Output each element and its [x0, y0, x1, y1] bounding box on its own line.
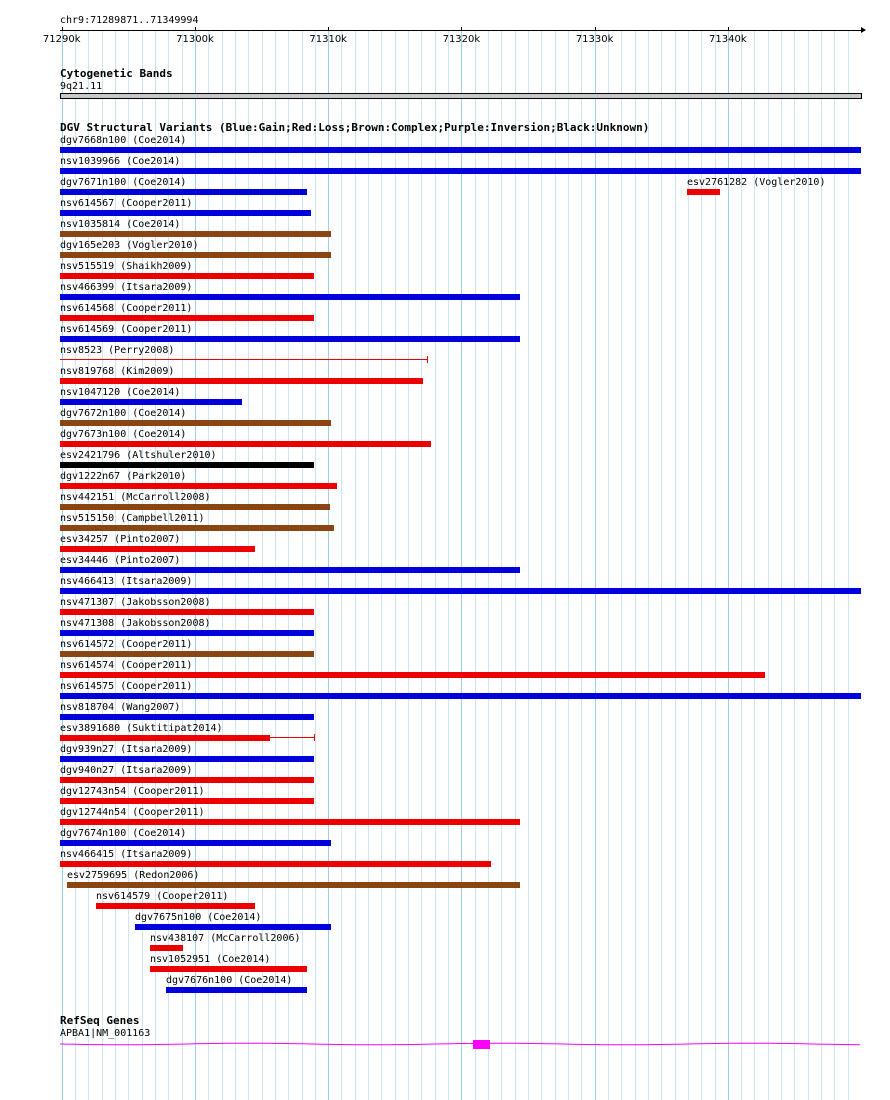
variant-label: nsv818704 (Wang2007): [60, 702, 181, 713]
variant-bar[interactable]: [60, 861, 491, 867]
variant-bar[interactable]: [60, 798, 314, 804]
variant-bar[interactable]: [687, 189, 720, 195]
ruler-tick-label: 71300k: [176, 34, 214, 45]
variant-line[interactable]: [60, 359, 427, 360]
variant-label: dgv165e203 (Vogler2010): [60, 240, 199, 251]
variant-bar[interactable]: [60, 672, 765, 678]
ruler-tick-mark: [195, 27, 196, 31]
ruler-tick-mark: [461, 27, 462, 31]
variant-bar[interactable]: [60, 441, 431, 447]
variant-bar[interactable]: [96, 903, 255, 909]
variant-label: dgv7671n100 (Coe2014): [60, 177, 187, 188]
gene-exon[interactable]: [473, 1040, 490, 1049]
variant-bar[interactable]: [60, 462, 314, 468]
gene-intron-line: [60, 1043, 860, 1045]
variant-label: esv3891680 (Suktitipat2014): [60, 723, 223, 734]
ruler-tick-mark: [728, 27, 729, 31]
ruler-tick-label: 71320k: [442, 34, 481, 45]
variant-label: dgv12744n54 (Cooper2011): [60, 807, 205, 818]
variant-bar[interactable]: [60, 567, 520, 573]
variant-label: dgv940n27 (Itsara2009): [60, 765, 193, 776]
cytoband-bar[interactable]: [60, 93, 862, 99]
gene-label: APBA1|NM_001163: [60, 1028, 151, 1039]
variant-label: nsv614579 (Cooper2011): [96, 891, 229, 902]
variant-label: dgv7672n100 (Coe2014): [60, 408, 187, 419]
variant-bar[interactable]: [60, 525, 334, 531]
refseq-track-title: RefSeq Genes: [60, 1014, 140, 1027]
variant-bar[interactable]: [60, 294, 520, 300]
variant-label: nsv471308 (Jakobsson2008): [60, 618, 211, 629]
variant-label: nsv819768 (Kim2009): [60, 366, 175, 377]
variant-bar[interactable]: [60, 756, 314, 762]
variant-label: dgv7673n100 (Coe2014): [60, 429, 187, 440]
variant-line[interactable]: [270, 737, 314, 738]
variant-label: esv34257 (Pinto2007): [60, 534, 181, 545]
variant-bar[interactable]: [60, 651, 314, 657]
variant-bar[interactable]: [60, 546, 255, 552]
variant-label: dgv1222n67 (Park2010): [60, 471, 187, 482]
variant-label: nsv1052951 (Coe2014): [150, 954, 271, 965]
variant-label: nsv614569 (Cooper2011): [60, 324, 193, 335]
cytobands-title: Cytogenetic Bands: [60, 67, 173, 80]
variant-bar[interactable]: [60, 420, 331, 426]
variant-bar[interactable]: [60, 273, 314, 279]
variant-label: nsv614567 (Cooper2011): [60, 198, 193, 209]
variant-bar[interactable]: [60, 840, 331, 846]
ruler-tick-label: 71310k: [309, 34, 347, 45]
variant-end-cap: [427, 356, 428, 363]
variant-bar[interactable]: [60, 504, 330, 510]
variant-bar[interactable]: [60, 819, 520, 825]
variant-label: nsv438107 (McCarroll2006): [150, 933, 301, 944]
ruler-location: chr9:71289871..71349994: [60, 15, 199, 26]
variant-label: nsv466413 (Itsara2009): [60, 576, 193, 587]
variant-bar[interactable]: [60, 693, 861, 699]
ruler-arrow-icon: [861, 27, 866, 33]
variant-bar[interactable]: [60, 378, 423, 384]
variant-label: nsv1039966 (Coe2014): [60, 156, 181, 167]
variant-label: nsv515150 (Campbell2011): [60, 513, 205, 524]
variant-label: nsv1035814 (Coe2014): [60, 219, 181, 230]
variant-bar[interactable]: [60, 189, 307, 195]
variant-bar[interactable]: [60, 399, 242, 405]
variant-bar[interactable]: [60, 735, 270, 741]
ruler-tick-mark: [62, 27, 63, 31]
variant-label: dgv7675n100 (Coe2014): [135, 912, 262, 923]
variant-bar[interactable]: [60, 147, 861, 153]
variant-label: dgv7676n100 (Coe2014): [166, 975, 293, 986]
cytoband-label: 9q21.11: [60, 81, 103, 92]
variant-label: esv2761282 (Vogler2010): [687, 177, 826, 188]
variant-label: esv34446 (Pinto2007): [60, 555, 181, 566]
dgv-track-title: DGV Structural Variants (Blue:Gain;Red:Loss;Brown:Complex;Purple:Inversion;Black:Unknown): [60, 121, 650, 134]
ruler-tick-label: 71330k: [575, 34, 614, 45]
variant-bar[interactable]: [60, 714, 314, 720]
variant-bar[interactable]: [60, 168, 861, 174]
variant-label: nsv614574 (Cooper2011): [60, 660, 193, 671]
variant-bar[interactable]: [150, 966, 307, 972]
variant-bar[interactable]: [60, 483, 337, 489]
variant-label: esv2421796 (Altshuler2010): [60, 450, 217, 461]
ruler-tick-mark: [595, 27, 596, 31]
variant-label: nsv1047120 (Coe2014): [60, 387, 181, 398]
variant-label: dgv939n27 (Itsara2009): [60, 744, 193, 755]
variant-label: nsv614575 (Cooper2011): [60, 681, 193, 692]
variant-bar[interactable]: [67, 882, 520, 888]
variant-label: esv2759695 (Redon2006): [67, 870, 200, 881]
variant-bar[interactable]: [135, 924, 331, 930]
variant-label: nsv466415 (Itsara2009): [60, 849, 193, 860]
variant-label: dgv12743n54 (Cooper2011): [60, 786, 205, 797]
variant-end-cap: [314, 734, 315, 741]
ruler-tick-label: 71340k: [709, 34, 747, 45]
variant-label: nsv614568 (Cooper2011): [60, 303, 193, 314]
variant-bar[interactable]: [60, 588, 861, 594]
variant-bar[interactable]: [60, 336, 520, 342]
variant-label: nsv8523 (Perry2008): [60, 345, 175, 356]
gene-model[interactable]: [0, 1035, 890, 1055]
variant-bar[interactable]: [60, 210, 311, 216]
variant-bar[interactable]: [60, 252, 331, 258]
variant-label: nsv442151 (McCarroll2008): [60, 492, 211, 503]
variant-label: nsv466399 (Itsara2009): [60, 282, 193, 293]
variant-bar[interactable]: [150, 945, 183, 951]
variant-bar[interactable]: [60, 315, 314, 321]
ruler-tick-label: 71290k: [42, 34, 81, 45]
variant-bar[interactable]: [166, 987, 307, 993]
variant-bar[interactable]: [60, 609, 314, 615]
variant-bar[interactable]: [60, 777, 314, 783]
variant-bar[interactable]: [60, 231, 331, 237]
variant-label: nsv515519 (Shaikh2009): [60, 261, 193, 272]
variant-label: nsv614572 (Cooper2011): [60, 639, 193, 650]
variant-bar[interactable]: [60, 630, 314, 636]
variant-label: dgv7674n100 (Coe2014): [60, 828, 187, 839]
variant-label: dgv7668n100 (Coe2014): [60, 135, 187, 146]
ruler-tick-mark: [328, 27, 329, 31]
variant-label: nsv471307 (Jakobsson2008): [60, 597, 211, 608]
